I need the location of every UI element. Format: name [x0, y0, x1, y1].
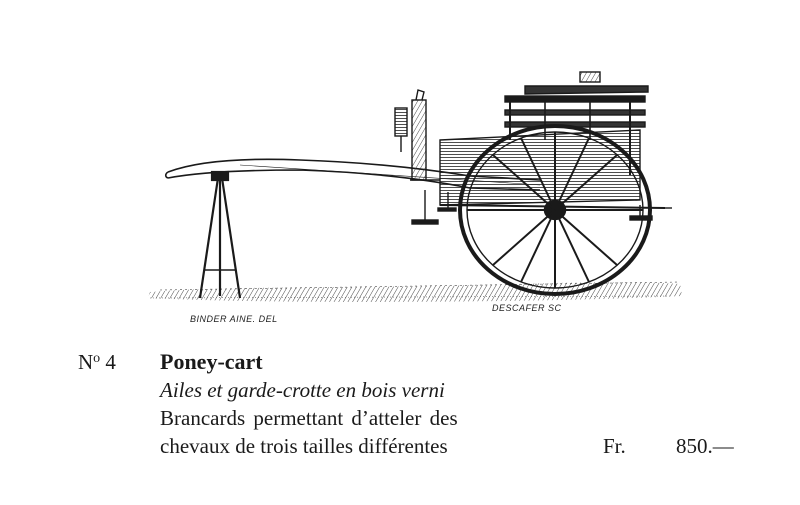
item-number-value: 4 — [105, 350, 116, 374]
item-description-italic: Ailes et garde-crotte en bois verni — [160, 378, 445, 402]
engraver-signature-right: DESCAFER SC — [492, 303, 562, 313]
trestle-stand — [200, 172, 240, 298]
item-number — [78, 350, 116, 375]
item-title: Poney-cart — [160, 349, 263, 374]
item-description-line3: chevaux de trois tailles différentes — [160, 434, 448, 458]
price-label: Fr. — [603, 434, 626, 458]
catalog-entry — [0, 346, 800, 476]
engraver-signature-left: BINDER AINE. DEL — [190, 314, 278, 324]
price-value: 850.— — [676, 434, 734, 458]
item-number-sup: o — [93, 351, 101, 366]
item-description-line2: Brancards permettant d’atteler des — [160, 406, 458, 430]
cart-body — [440, 72, 665, 208]
cart-wheel — [460, 126, 650, 294]
item-number-prefix: N — [78, 350, 94, 374]
